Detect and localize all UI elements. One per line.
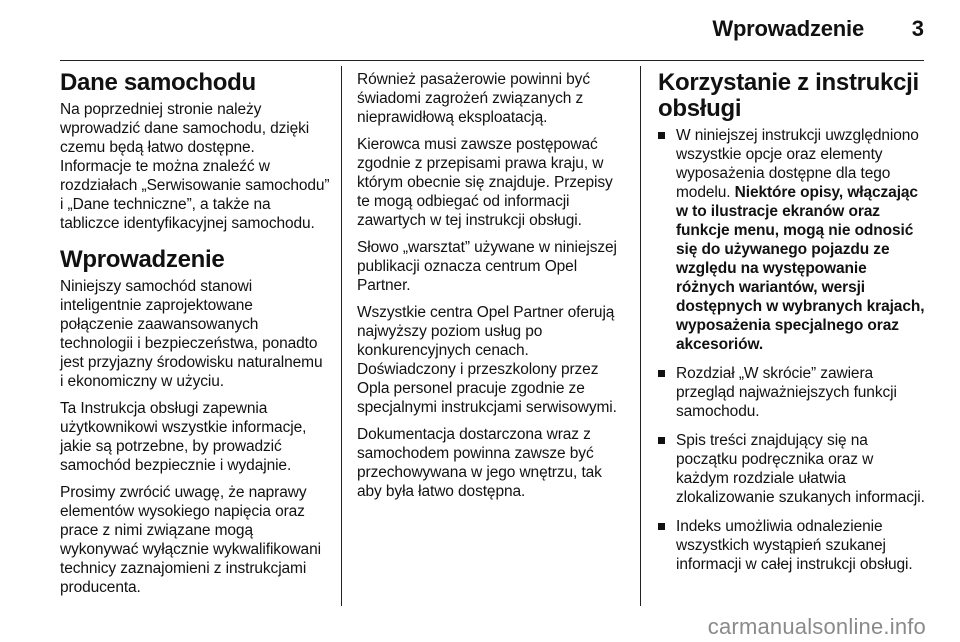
- paragraph: Niniejszy samochód stanowi inteligentnie zaprojektowane połączenie zaawansowanych technologii i bezpieczeństwa, ponadto jest przyjazny środowisku naturalnemu i ekonomiczny w użyciu.: [60, 278, 323, 390]
- running-title: Wprowadzenie: [712, 16, 864, 41]
- paragraph: Również pasażerowie powinni być świadomi zagrożeń związanych z nieprawidłową eksploatacją.: [357, 71, 590, 126]
- header-divider: [60, 60, 924, 61]
- paragraph: Prosimy zwrócić uwagę, że naprawy elementów wysokiego napięcia oraz prace z nimi związane mogą wykonywać wyłącznie wykwalifikowani technicy zaznajomieni z instrukcjami producenta.: [60, 484, 321, 596]
- watermark: carmanualsonline.info: [707, 614, 926, 639]
- paragraph: Ta Instrukcja obsługi zapewnia użytkownikowi wszystkie informacje, jakie są potrzebne, by prowadzić samochód bezpiecznie i wydajnie.: [60, 400, 307, 474]
- list-item: [658, 364, 928, 421]
- page-header: [0, 0, 960, 60]
- paragraph: Wszystkie centra Opel Partner oferują najwyższy poziom usług po konkurencyjnych cenach. Doświadczony i przeszkolony przez Opla personel pracuje zgodnie ze specjalnymi instrukcjami serwisowymi.: [357, 304, 617, 416]
- column-3: [658, 70, 928, 584]
- list-item-bold-text: Niektóre opisy, włączając w to ilustracje ekranów oraz funkcje menu, mogą nie odnosić się do używanego pojazdu ze względu na występowanie różnych wariantów, wersji dostępnych w wybranych krajach, wyposażenia specjalnego oraz akcesoriów.: [676, 184, 925, 353]
- list-item: [658, 431, 928, 507]
- square-bullet-icon: [658, 523, 665, 530]
- column-2: [357, 70, 627, 509]
- list-item-text: Rozdział „W skrócie” zawiera przegląd najważniejszych funkcji samochodu.: [676, 365, 897, 420]
- heading-using-manual: Korzystanie z instrukcji obsługi: [658, 69, 919, 122]
- square-bullet-icon: [658, 132, 665, 139]
- heading-introduction: Wprowadzenie: [60, 246, 225, 273]
- square-bullet-icon: [658, 370, 665, 377]
- column-divider-2: [640, 66, 641, 606]
- list-item-text: Spis treści znajdujący się na początku podręcznika oraz w każdym rozdziale ułatwia zlokalizowanie szukanych informacji.: [676, 432, 925, 506]
- list-item: [658, 126, 928, 354]
- list-item-text: Indeks umożliwia odnalezienie wszystkich wystąpień szukanej informacji w całej instrukcji obsługi.: [676, 518, 913, 573]
- list-item-text: W niniejszej instrukcji uwzględniono wszystkie opcje oraz elementy wyposażenia dostępne dla tego modelu.: [676, 127, 919, 201]
- square-bullet-icon: [658, 437, 665, 444]
- paragraph: Kierowca musi zawsze postępować zgodnie z przepisami prawa kraju, w którym obecnie się znajduje. Przepisy te mogą odbiegać od informacji zawartych w tej instrukcji obsługi.: [357, 136, 613, 229]
- list-item: [658, 517, 928, 574]
- column-divider-1: [341, 66, 342, 606]
- heading-vehicle-data: Dane samochodu: [60, 69, 256, 96]
- page-number: 3: [911, 16, 924, 41]
- paragraph: Dokumentacja dostarczona wraz z samochodem powinna zawsze być przechowywana w jego wnętrzu, tak aby była łatwo dostępna.: [357, 426, 602, 500]
- paragraph: Na poprzedniej stronie należy wprowadzić dane samochodu, dzięki czemu będą łatwo dostępne. Informacje te można znaleźć w rozdziałach „Serwisowanie samochodu” i „Dane techniczne”, a także na tabliczce identyfikacyjnej samochodu.: [60, 101, 330, 232]
- column-1: [60, 70, 330, 605]
- bullet-list: [658, 126, 928, 574]
- paragraph: Słowo „warsztat” używane w niniejszej publikacji oznacza centrum Opel Partner.: [357, 239, 617, 294]
